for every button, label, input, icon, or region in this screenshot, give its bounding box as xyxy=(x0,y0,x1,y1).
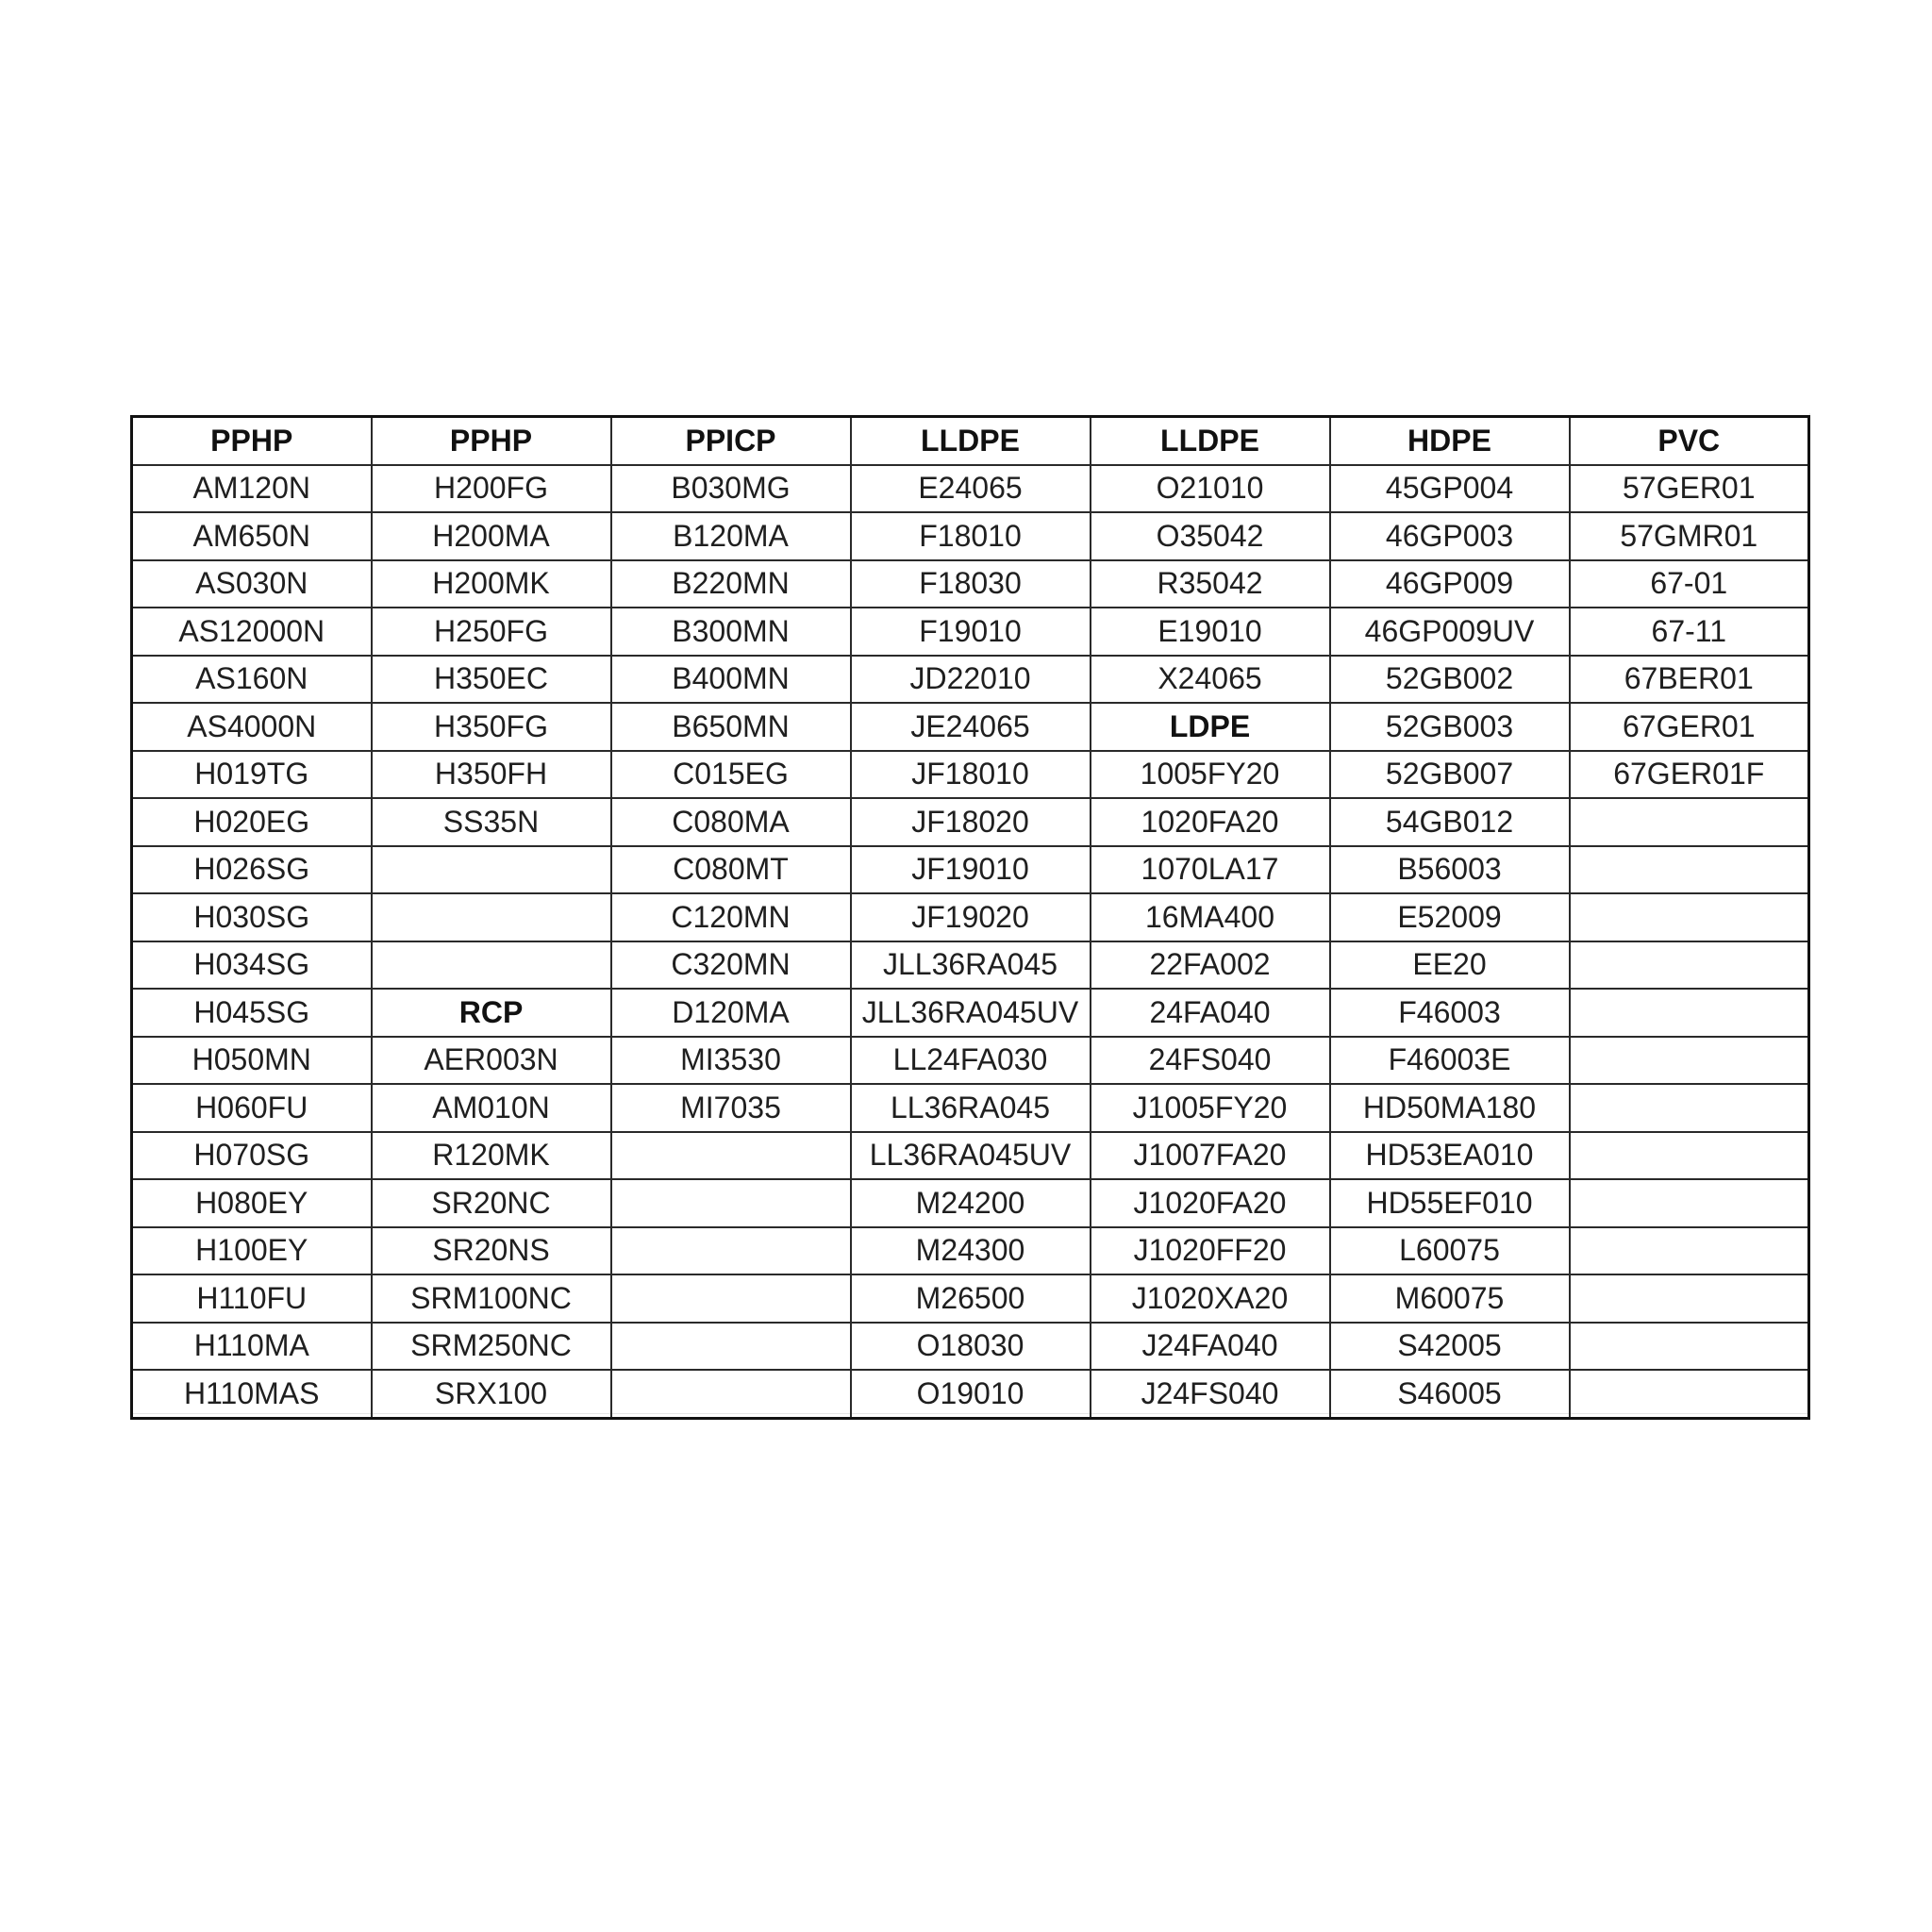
grade-cell: JE24065 xyxy=(851,703,1091,751)
grade-cell: 67GER01F xyxy=(1570,751,1809,799)
grade-cell: C015EG xyxy=(611,751,851,799)
grade-cell: H070SG xyxy=(132,1132,372,1180)
grade-cell: 22FA002 xyxy=(1091,941,1330,990)
grade-cell: AM120N xyxy=(132,465,372,513)
grade-cell: B220MN xyxy=(611,560,851,608)
empty-cell xyxy=(372,941,611,990)
grade-cell: H019TG xyxy=(132,751,372,799)
grade-cell: 52GB007 xyxy=(1330,751,1570,799)
grade-cell: H200MA xyxy=(372,512,611,560)
table-row xyxy=(132,608,1809,656)
empty-cell xyxy=(611,1323,851,1371)
grade-cell: AS030N xyxy=(132,560,372,608)
grade-cell: JD22010 xyxy=(851,656,1091,704)
grade-cell: H250FG xyxy=(372,608,611,656)
grade-cell: H034SG xyxy=(132,941,372,990)
grade-cell: 46GP009 xyxy=(1330,560,1570,608)
grade-cell: O19010 xyxy=(851,1370,1091,1418)
grade-cell: SR20NC xyxy=(372,1179,611,1227)
category-header-cell: LLDPE xyxy=(1091,417,1330,465)
grade-cell: 16MA400 xyxy=(1091,893,1330,941)
grade-cell: H045SG xyxy=(132,989,372,1037)
empty-cell xyxy=(372,846,611,894)
grade-cell: S42005 xyxy=(1330,1323,1570,1371)
grade-cell: C120MN xyxy=(611,893,851,941)
grade-cell: LL36RA045 xyxy=(851,1084,1091,1132)
empty-cell xyxy=(1570,1370,1809,1418)
grade-cell: JF18020 xyxy=(851,798,1091,846)
grade-cell: H350FG xyxy=(372,703,611,751)
category-header-cell: PPHP xyxy=(132,417,372,465)
grade-cell: J1007FA20 xyxy=(1091,1132,1330,1180)
table-row xyxy=(132,465,1809,513)
grade-cell: 67BER01 xyxy=(1570,656,1809,704)
grade-cell: M24200 xyxy=(851,1179,1091,1227)
grade-cell: 54GB012 xyxy=(1330,798,1570,846)
grade-cell: M26500 xyxy=(851,1274,1091,1323)
grade-cell: E52009 xyxy=(1330,893,1570,941)
grade-cell: 1020FA20 xyxy=(1091,798,1330,846)
grade-cell: O35042 xyxy=(1091,512,1330,560)
product-grade-table xyxy=(130,415,1810,1420)
table-row xyxy=(132,798,1809,846)
table-body xyxy=(132,417,1809,1419)
grade-cell: M60075 xyxy=(1330,1274,1570,1323)
table-row xyxy=(132,1084,1809,1132)
grade-cell: H100EY xyxy=(132,1227,372,1275)
grade-cell: F18010 xyxy=(851,512,1091,560)
empty-cell xyxy=(1570,1323,1809,1371)
grade-cell: 1005FY20 xyxy=(1091,751,1330,799)
grade-cell: R35042 xyxy=(1091,560,1330,608)
grade-cell: B650MN xyxy=(611,703,851,751)
table-row xyxy=(132,560,1809,608)
grade-cell: JLL36RA045 xyxy=(851,941,1091,990)
grade-cell: S46005 xyxy=(1330,1370,1570,1418)
table-row xyxy=(132,989,1809,1037)
empty-cell xyxy=(611,1179,851,1227)
header-row xyxy=(132,417,1809,465)
table-row xyxy=(132,512,1809,560)
table-row xyxy=(132,893,1809,941)
empty-cell xyxy=(1570,1179,1809,1227)
grade-cell: R120MK xyxy=(372,1132,611,1180)
grade-cell: E19010 xyxy=(1091,608,1330,656)
category-header-cell: LLDPE xyxy=(851,417,1091,465)
grade-cell: J1020XA20 xyxy=(1091,1274,1330,1323)
grade-cell: MI7035 xyxy=(611,1084,851,1132)
category-header-cell: PVC xyxy=(1570,417,1809,465)
grade-cell: B300MN xyxy=(611,608,851,656)
category-header-cell: LDPE xyxy=(1091,703,1330,751)
empty-cell xyxy=(1570,798,1809,846)
grade-cell: 67-01 xyxy=(1570,560,1809,608)
empty-cell xyxy=(1570,1084,1809,1132)
grade-cell: H200FG xyxy=(372,465,611,513)
grade-cell: D120MA xyxy=(611,989,851,1037)
grade-cell: SS35N xyxy=(372,798,611,846)
grade-cell: JF18010 xyxy=(851,751,1091,799)
grade-cell: F19010 xyxy=(851,608,1091,656)
grade-cell: B56003 xyxy=(1330,846,1570,894)
empty-cell xyxy=(611,1274,851,1323)
grade-cell: JF19020 xyxy=(851,893,1091,941)
grade-cell: F46003E xyxy=(1330,1037,1570,1085)
grade-cell: 52GB002 xyxy=(1330,656,1570,704)
grade-cell: 46GP003 xyxy=(1330,512,1570,560)
empty-cell xyxy=(1570,941,1809,990)
grade-cell: O21010 xyxy=(1091,465,1330,513)
table-row xyxy=(132,1274,1809,1323)
grade-cell: H200MK xyxy=(372,560,611,608)
grade-cell: H060FU xyxy=(132,1084,372,1132)
grade-cell: J1020FA20 xyxy=(1091,1179,1330,1227)
empty-cell xyxy=(611,1370,851,1418)
grade-cell: SRX100 xyxy=(372,1370,611,1418)
grade-cell: 67-11 xyxy=(1570,608,1809,656)
empty-cell xyxy=(1570,1037,1809,1085)
grade-cell: H080EY xyxy=(132,1179,372,1227)
grade-cell: HD50MA180 xyxy=(1330,1084,1570,1132)
empty-cell xyxy=(1570,1227,1809,1275)
table-row xyxy=(132,1132,1809,1180)
table-row xyxy=(132,703,1809,751)
table-row xyxy=(132,1370,1809,1418)
empty-cell xyxy=(1570,989,1809,1037)
grade-cell: M24300 xyxy=(851,1227,1091,1275)
grade-cell: AS4000N xyxy=(132,703,372,751)
grade-cell: B120MA xyxy=(611,512,851,560)
grade-cell: AM650N xyxy=(132,512,372,560)
grade-cell: LL36RA045UV xyxy=(851,1132,1091,1180)
grade-cell: EE20 xyxy=(1330,941,1570,990)
empty-cell xyxy=(611,1227,851,1275)
empty-cell xyxy=(1570,1132,1809,1180)
grade-cell: H350EC xyxy=(372,656,611,704)
table-row xyxy=(132,751,1809,799)
category-header-cell: PPICP xyxy=(611,417,851,465)
grade-cell: H110MA xyxy=(132,1323,372,1371)
grade-cell: B030MG xyxy=(611,465,851,513)
grade-cell: 24FS040 xyxy=(1091,1037,1330,1085)
grade-cell: 67GER01 xyxy=(1570,703,1809,751)
table-row xyxy=(132,656,1809,704)
grade-cell: MI3530 xyxy=(611,1037,851,1085)
grade-cell: 46GP009UV xyxy=(1330,608,1570,656)
table-row xyxy=(132,1179,1809,1227)
grade-cell: AM010N xyxy=(372,1084,611,1132)
category-header-cell: PPHP xyxy=(372,417,611,465)
table-row xyxy=(132,1037,1809,1085)
grade-cell: J24FA040 xyxy=(1091,1323,1330,1371)
grade-cell: C080MT xyxy=(611,846,851,894)
grade-cell: 1070LA17 xyxy=(1091,846,1330,894)
empty-cell xyxy=(372,893,611,941)
grade-cell: H020EG xyxy=(132,798,372,846)
grade-cell: J24FS040 xyxy=(1091,1370,1330,1418)
grade-cell: 57GMR01 xyxy=(1570,512,1809,560)
empty-cell xyxy=(1570,1274,1809,1323)
grade-cell: JLL36RA045UV xyxy=(851,989,1091,1037)
grade-cell: AER003N xyxy=(372,1037,611,1085)
grade-cell: HD53EA010 xyxy=(1330,1132,1570,1180)
grade-cell: J1020FF20 xyxy=(1091,1227,1330,1275)
grade-cell: H110FU xyxy=(132,1274,372,1323)
table-row xyxy=(132,846,1809,894)
grade-cell: 45GP004 xyxy=(1330,465,1570,513)
grade-cell: SRM250NC xyxy=(372,1323,611,1371)
grade-cell: 52GB003 xyxy=(1330,703,1570,751)
grade-cell: X24065 xyxy=(1091,656,1330,704)
grade-cell: O18030 xyxy=(851,1323,1091,1371)
grade-cell: JF19010 xyxy=(851,846,1091,894)
grade-cell: H026SG xyxy=(132,846,372,894)
grade-cell: J1005FY20 xyxy=(1091,1084,1330,1132)
grade-cell: HD55EF010 xyxy=(1330,1179,1570,1227)
grade-cell: H030SG xyxy=(132,893,372,941)
grade-cell: H050MN xyxy=(132,1037,372,1085)
grade-cell: 24FA040 xyxy=(1091,989,1330,1037)
table-row xyxy=(132,1227,1809,1275)
grade-cell: SRM100NC xyxy=(372,1274,611,1323)
grade-cell: AS160N xyxy=(132,656,372,704)
grade-cell: H350FH xyxy=(372,751,611,799)
grade-cell: AS12000N xyxy=(132,608,372,656)
grade-cell: B400MN xyxy=(611,656,851,704)
table-row xyxy=(132,1323,1809,1371)
empty-cell xyxy=(611,1132,851,1180)
grade-cell: L60075 xyxy=(1330,1227,1570,1275)
category-header-cell: RCP xyxy=(372,989,611,1037)
grade-cell: C080MA xyxy=(611,798,851,846)
empty-cell xyxy=(1570,846,1809,894)
grade-cell: E24065 xyxy=(851,465,1091,513)
grade-cell: F18030 xyxy=(851,560,1091,608)
category-header-cell: HDPE xyxy=(1330,417,1570,465)
grade-cell: 57GER01 xyxy=(1570,465,1809,513)
grade-cell: H110MAS xyxy=(132,1370,372,1418)
grade-cell: F46003 xyxy=(1330,989,1570,1037)
grade-cell: SR20NS xyxy=(372,1227,611,1275)
grade-cell: LL24FA030 xyxy=(851,1037,1091,1085)
grade-cell: C320MN xyxy=(611,941,851,990)
empty-cell xyxy=(1570,893,1809,941)
table-row xyxy=(132,941,1809,990)
